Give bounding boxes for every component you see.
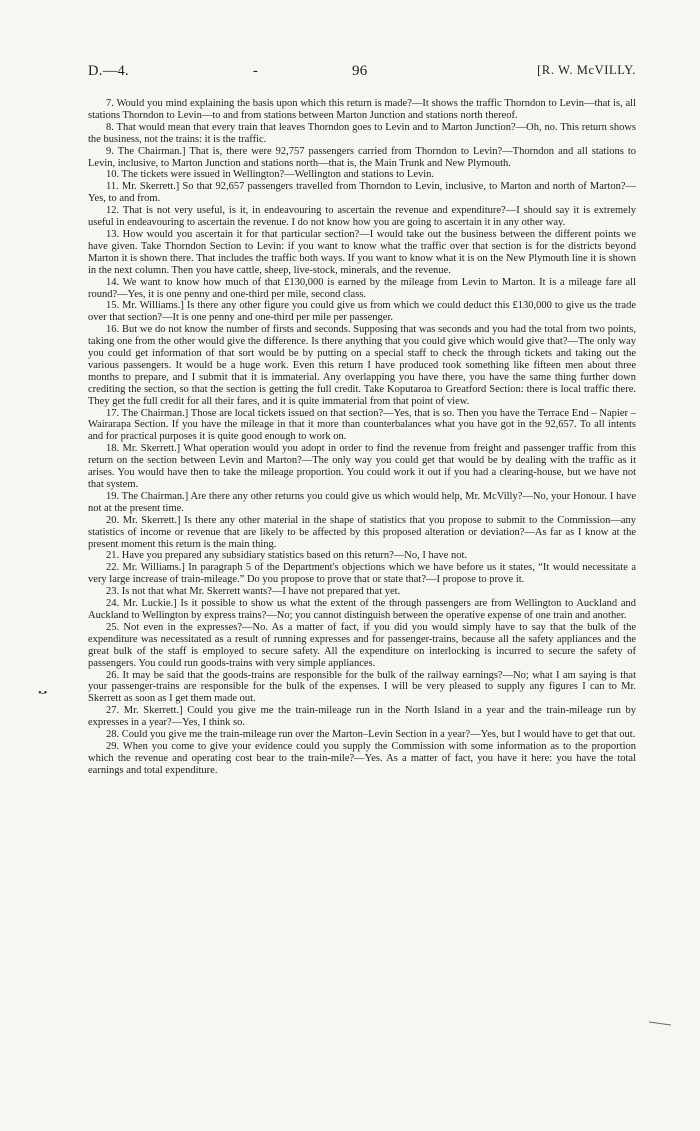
page-number: 96: [352, 63, 368, 79]
paragraph: 12. That is not very useful, is it, in endeavouring to ascertain the revenue and expenditure?—I should say it is extremely useful in endeavouring to ascertain the revenue. I do not know how you are going to ascertain it in any other way.: [88, 205, 636, 229]
paragraph: 24. Mr. Luckie.] Is it possible to show us what the extent of the through passengers are from Wellington to Auckland and Auckland to Wellington by express trains?—No; you cannot distinguish between the operative expense of one train and another.: [88, 598, 636, 621]
paragraph: 26. It may be said that the goods-trains are responsible for the bulk of the railway earnings?—No; what I am saying is that your passenger-trains are responsible for the bulk of the expenses. I will be very pleased to supply any figures I can to Mr. Skerrett as soon as I get them made out.: [88, 669, 636, 705]
paragraph: 14. We want to know how much of that £130,000 is earned by the mileage from Levin to Marton. It is a mileage fare all round?—Yes, it is one penny and one-third per mile, second class.: [88, 276, 636, 300]
paragraph: 11. Mr. Skerrett.] So that 92,657 passengers travelled from Thorndon to Levin, inclusive, to Marton and north of Marton?—Yes, to and from.: [88, 181, 636, 205]
document-reference: D.—4.: [88, 63, 129, 79]
paragraph: 28. Could you give me the train-mileage run over the Marton–Levin Section in a year?—Yes, but I would have to get that out.: [106, 729, 636, 741]
paragraph: 29. When you come to give your evidence could you supply the Commission with some information as to the proportion which the revenue and operating cost bear to the train-mile?—Yes. As a matter of fact, you have it here: you have the total earnings and total expenditure.: [88, 740, 636, 776]
paragraph: 21. Have you prepared any subsidiary statistics based on this return?—No, I have not.: [106, 550, 467, 562]
paragraph: 13. How would you ascertain it for that particular section?—I would take out the business between the different points we have given. Take Thorndon Section to Levin: if you want to know what the traffic over that section is for the districts beyond Marton it is shown there. That includes the traffic both ways. If you want to know what it is on the New Plymouth line it is shown in the next column. Then you have cattle, sheep, live-stock, minerals, and the revenue.: [88, 228, 636, 276]
paragraph: 18. Mr. Skerrett.] What operation would you adopt in order to find the revenue from freight and passenger traffic from this return on the section between Levin and Marton?—The only way you could get that would be by dealing with the traffic as it arises. You would have then to take the mileage proportion. You could work it out if you had a clearing-house, but we have not that system.: [88, 443, 636, 490]
paragraph: 16. But we do not know the number of firsts and seconds. Supposing that was seconds and you had the total from two points, taking one from the other would give the difference. Is there anything that you could give which would give that?—The only way you could get information of that sort would be by putting on a special staff to check the through tickets and taking out the various passengers. It would be a huge work. Even this return I have produced took something like fifteen men about three months to prepare, and I submit that it is immaterial. Any overlapping you have there, you have the same thing further down crediting the section, so that the section is getting the full credit. Take Koputaroa to Greatford Section: there is local traffic there. They get the full credit for all their fares, and it is quite immaterial from that point of view.: [88, 324, 636, 407]
paragraph: 7. Would you mind explaining the basis upon which this return is made?—It shows the traffic Thorndon to Levin—that is, all stations Thorndon to Levin—to and from stations between Marton Junction and stations north thereof.: [88, 98, 636, 121]
paragraph: 20. Mr. Skerrett.] Is there any other material in the shape of statistics that you propose to submit to the Commission—any statistics of income or revenue that are likely to be affected by this proposed alteration or deviation?—As far as I know at the present moment this return is the main thing.: [88, 514, 636, 550]
header-dot: -: [253, 63, 259, 79]
paragraph: 22. Mr. Williams.] In paragraph 5 of the Department's objections which we have before us it states, “It would necessitate a very large increase of train-mileage.” Do you propose to prove that or state that?—I propose to prove it.: [88, 562, 636, 586]
paragraph: 23. Is not that what Mr. Skerrett wants?—I have not prepared that yet.: [106, 586, 401, 598]
witness-name: [R. W. McVILLY.: [537, 63, 636, 77]
paragraph: 10. The tickets were issued in Wellington?—Wellington and stations to Levin.: [106, 169, 435, 181]
paragraph: 9. The Chairman.] That is, there were 92,757 passengers carried from Thorndon to Levin?—Thorndon and all stations to Levin, inclusive, to Marton Junction and stations north—that is, the Main Trunk and New Plymouth.: [88, 145, 636, 169]
margin-mark: •-•: [38, 687, 47, 699]
transcript-body: [88, 98, 636, 777]
paragraph: 27. Mr. Skerrett.] Could you give me the train-mileage run in the North Island in a year and the train-mileage run by expresses in a year?—Yes, I think so.: [88, 705, 636, 729]
page-header: [88, 63, 636, 83]
paragraph: 19. The Chairman.] Are there any other returns you could give us which would help, Mr. McVilly?—No, your Honour. I have not at the present time.: [88, 490, 636, 514]
paragraph: 25. Not even in the expresses?—No. As a matter of fact, if you did you would simply have to say that the bulk of the expenditure was necessitated as a result of running expresses and for passenger-trains, because all the safety appliances and the great bulk of the staff is employed to secure safety. All the expenditure on interlocking is incurred to secure the safety of passengers. You could run goods-trains with very simple appliances.: [88, 621, 636, 669]
margin-stroke: [649, 1021, 671, 1025]
paragraph: 17. The Chairman.] Those are local tickets issued on that section?—Yes, that is so. Then you have the Terrace End – Napier – Wairarapa Section. If you have the mileage in that it more than counterbalances what you have got in the 92,657. To all intents and for practical purposes it is quite good enough to work on.: [88, 407, 636, 443]
paragraph: 8. That would mean that every train that leaves Thorndon goes to Levin and to Marton Junction?—Oh, no. This return shows the business, not the trains: it is the traffic.: [88, 121, 636, 145]
paragraph: 15. Mr. Williams.] Is there any other figure you could give us from which we could deduct this £130,000 to give us the trade over that section?—It is one penny and one-third per mile per passenger.: [88, 300, 636, 324]
